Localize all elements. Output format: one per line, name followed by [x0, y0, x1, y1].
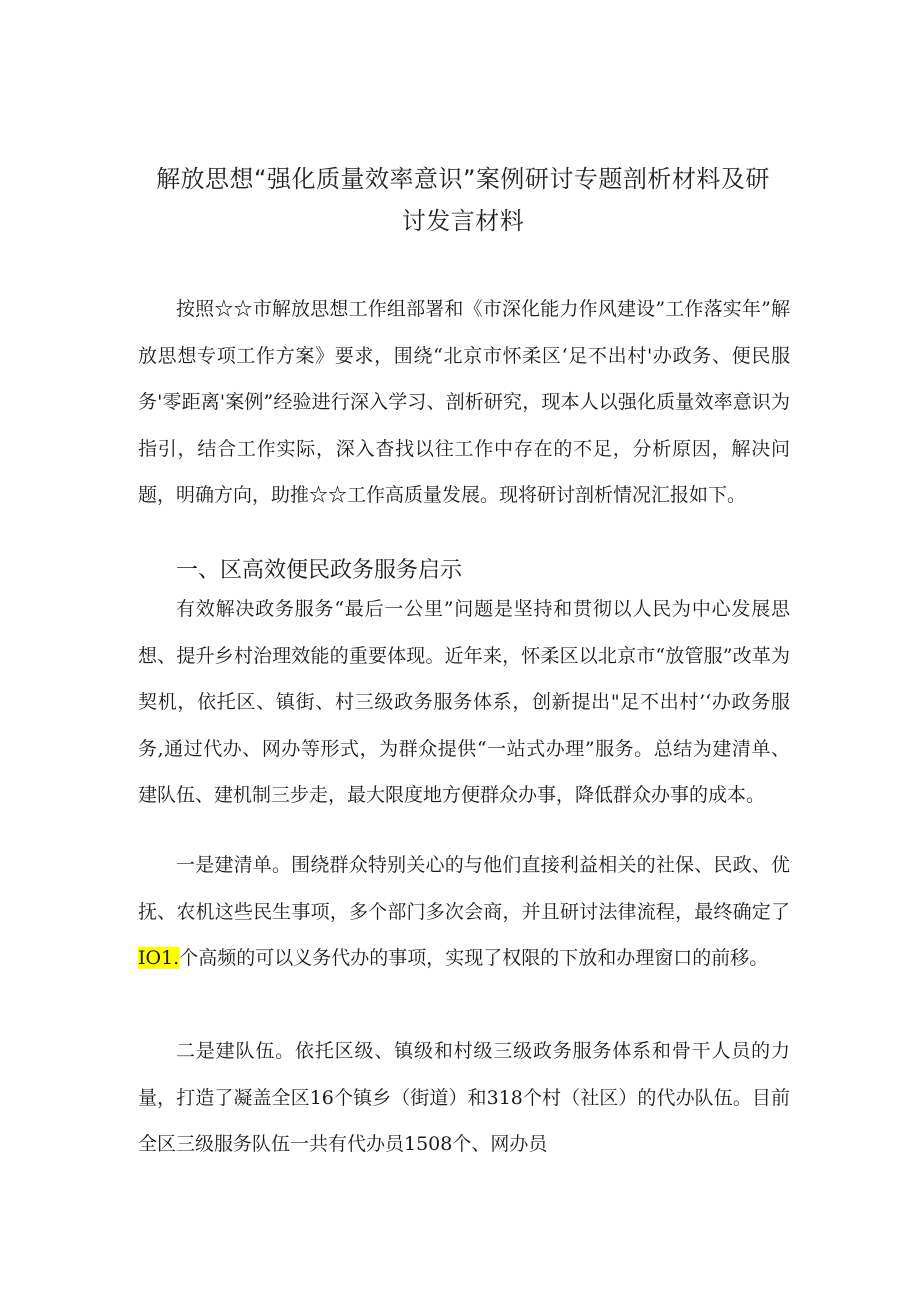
section-1-paragraph-3: 二是建队伍。依托区级、镇级和村级三级政务服务体系和骨干人员的力量，打造了凝盖全区16个镇乡（街道）和318个村（社区）的代办队伍。目前全区三级服务队伍一共有代办员1508个、网办员 — [138, 1040, 790, 1155]
highlighted-number: IO1. — [138, 947, 180, 969]
title-line-2: 讨发言材料 — [401, 207, 525, 235]
title-line-1: 解放思想“强化质量效率意识”案例研讨专题剖析材料及研 — [156, 165, 770, 193]
section-1-paragraph-1: 有效解决政务服务“最后一公里”问题是坚持和贯彻以人民为中心发展思想、提升乡村治理效能的重要体现。近年来，怀柔区以北京市“放管服”改革为契机，依托区、镇街、村三级政务服务体系，创新提出"足不出村’‘办政务服务,通过代办、网办等形式，为群众提供“一站式办理”服务。总结为建清单、建队伍、建机制三步走，最大限度地方便群众办事，降低群众办事的成本。 — [138, 598, 790, 806]
section-1-paragraph-2 — [138, 842, 790, 982]
para3-text-before: 一是建清单。围绕群众特别关心的与他们直接利益相关的社保、民政、优抚、农机这些民生事项，多个部门多次会商，并且研讨法律流程，最终确定了 — [138, 854, 790, 923]
section-heading-1: 一、区高效便民政务服务启示 — [176, 558, 463, 583]
para3-text-after: 个高频的可以义务代办的事项，实现了权限的下放和办理窗口的前移。 — [179, 947, 769, 969]
intro-paragraph: 按照☆☆市解放思想工作组部署和《市深化能力作风建设”工作落实年”解放思想专项工作方案》要求，围绕“北京市怀柔区‘足不出村'办政务、便民服务'零距离'案例”经验进行深入学习、剖析研究，现本人以强化质量效率意识为指引，结合工作实际，深入杳找以往工作中存在的不足，分析原因，解决问题，明确方向，助推☆☆工作高质量发展。现将研讨剖析情况汇报如下。 — [138, 298, 790, 506]
document-title — [138, 158, 788, 242]
